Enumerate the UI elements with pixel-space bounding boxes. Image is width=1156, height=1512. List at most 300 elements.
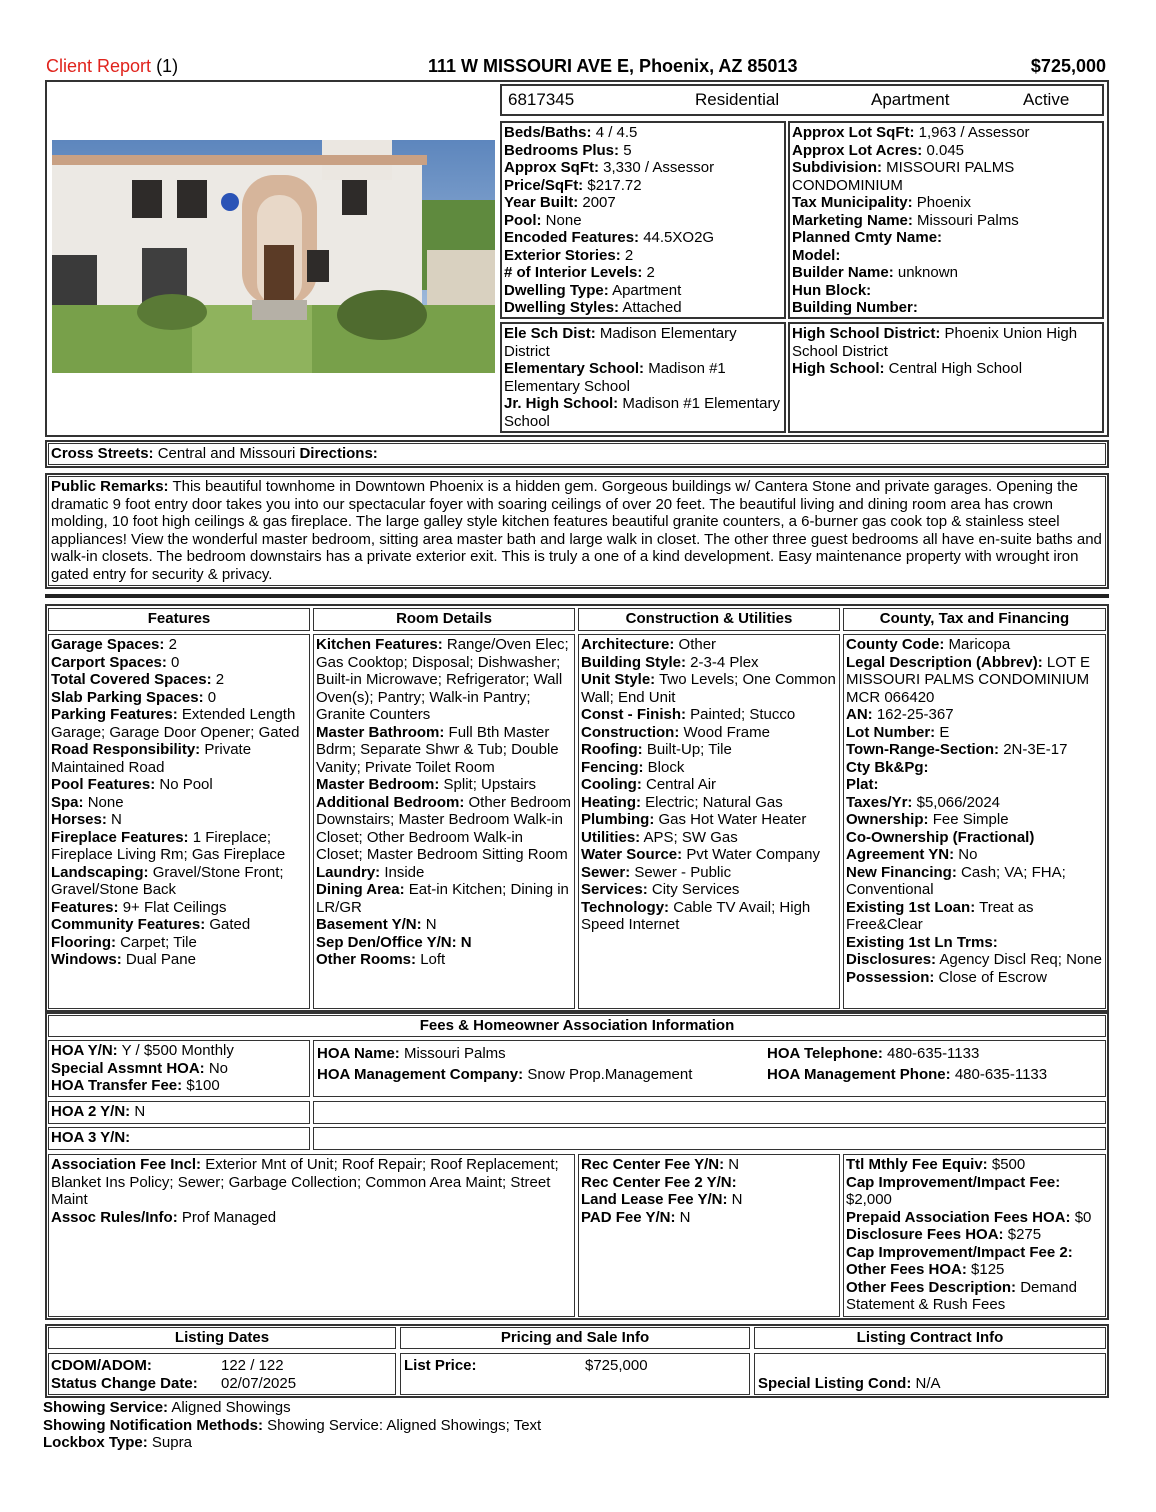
status-change-value: 02/07/2025 bbox=[221, 1375, 297, 1392]
remarks-text: This beautiful townhome in Downtown Phoenix is a hidden gem. Gorgeous buildings w/ Cantera Stone and private garages. Opening the dramatic 9 foot entry door takes you into our spectacular foyer with soaring ceilings of over 20 feet. The beautiful living and dining room area has crown molding, 10 foot high ceilings & gas fireplace. The large galley style kitchen features beautiful granite counters, a 6-burner gas cook top & stainless steel appliances! View the wonderful master bedroom, sitting area master bath and large walk in closet. The other three guest bedrooms all have en-suite baths and walk-in closets. The bedroom downstairs has a private exterior exit. This is truly a one of a kind development. Easy maintenance property with wrought iron gated entry for security & privacy. bbox=[51, 478, 1102, 583]
field-row bbox=[504, 159, 782, 177]
field-row bbox=[504, 124, 782, 142]
field-value: E bbox=[939, 723, 950, 741]
field-row bbox=[792, 360, 1100, 378]
field-label: Community Features: bbox=[51, 916, 206, 933]
field-row bbox=[846, 741, 1103, 759]
field-label: Garage Spaces: bbox=[51, 636, 165, 653]
field-label: Ele Sch Dist: bbox=[504, 325, 596, 342]
field-row bbox=[581, 741, 837, 759]
field-label: Rec Center Fee 2 Y/N: bbox=[581, 1173, 737, 1191]
property-photo bbox=[52, 140, 495, 373]
field-label: Other Fees Description: bbox=[846, 1278, 1017, 1296]
field-value: Close of Escrow bbox=[938, 968, 1047, 986]
summary-bar bbox=[500, 84, 1104, 116]
field-value: Pvt Water Company bbox=[686, 846, 820, 863]
field-row bbox=[51, 829, 307, 864]
field-label: Ttl Mthly Fee Equiv: bbox=[846, 1156, 988, 1173]
field-value: 3,330 / Assessor bbox=[603, 159, 715, 176]
field-row bbox=[846, 1261, 1103, 1279]
field-value: 2N-3E-17 bbox=[1003, 741, 1068, 758]
field-value: Wood Frame bbox=[683, 723, 770, 741]
field-label: HOA Y/N: bbox=[51, 1042, 118, 1059]
field-row bbox=[51, 934, 307, 952]
field-label: Heating: bbox=[581, 793, 641, 811]
field-row bbox=[846, 1174, 1103, 1209]
field-label: Dwelling Styles: bbox=[504, 299, 620, 316]
status-change-label: Status Change Date: bbox=[51, 1375, 198, 1392]
field-value: Y / $500 Monthly bbox=[121, 1042, 234, 1059]
field-row bbox=[504, 325, 782, 360]
field-value: None bbox=[545, 211, 582, 229]
field-label: Other Fees HOA: bbox=[846, 1261, 967, 1278]
field-value: 2 bbox=[168, 636, 177, 653]
field-row bbox=[792, 229, 1100, 247]
field-value: Treat as Free&Clear bbox=[846, 898, 1034, 933]
field-value: 0 bbox=[207, 688, 217, 706]
field-label: Carport Spaces: bbox=[51, 653, 167, 671]
field-row bbox=[51, 671, 307, 689]
field-label: HOA Transfer Fee: bbox=[51, 1077, 183, 1094]
field-row bbox=[504, 142, 782, 160]
field-label: Construction: bbox=[581, 723, 680, 741]
field-label: Showing Notification Methods: bbox=[43, 1416, 263, 1434]
field-value: N bbox=[425, 916, 437, 933]
field-label: Town-Range-Section: bbox=[846, 741, 1000, 758]
field-label: Price/SqFt: bbox=[504, 176, 584, 194]
field-label: Fencing: bbox=[581, 758, 644, 776]
field-label: Legal Description (Abbrev): bbox=[846, 653, 1043, 671]
hoa-telephone: HOA Telephone: 480-635-1133 bbox=[767, 1045, 980, 1062]
field-row bbox=[581, 724, 837, 742]
field-row bbox=[51, 899, 307, 917]
field-row bbox=[51, 706, 307, 741]
field-value: N bbox=[679, 1208, 691, 1226]
field-value: Attached bbox=[622, 299, 682, 316]
field-row bbox=[846, 654, 1103, 707]
field-row bbox=[792, 299, 1100, 317]
field-row bbox=[316, 864, 572, 882]
field-value: No Pool bbox=[159, 776, 213, 793]
field-row bbox=[51, 1042, 307, 1060]
field-row bbox=[581, 706, 837, 724]
field-label: High School: bbox=[792, 360, 885, 377]
field-row bbox=[51, 636, 307, 654]
field-row bbox=[792, 194, 1100, 212]
hoa-contacts bbox=[313, 1040, 1106, 1097]
contract-info bbox=[754, 1353, 1106, 1395]
field-row bbox=[846, 636, 1103, 654]
field-value: Eat-in Kitchen; Dining in LR/GR bbox=[316, 881, 569, 916]
field-label: Possession: bbox=[846, 968, 935, 986]
field-value: $0 bbox=[1074, 1208, 1092, 1226]
field-label: Special Assmnt HOA: bbox=[51, 1059, 205, 1077]
hoa-left bbox=[48, 1040, 310, 1097]
field-value: 2 bbox=[624, 246, 634, 264]
field-label: Builder Name: bbox=[792, 264, 894, 281]
field-value: Exterior Mnt of Unit; Roof Repair; Roof Replacement; Blanket Ins Policy; Sewer; Garbage Collection; Common Area Maint; Street Maint bbox=[51, 1156, 559, 1208]
field-value: Phoenix Union High School District bbox=[792, 325, 1078, 360]
field-value: 162-25-367 bbox=[876, 706, 954, 723]
field-label: Encoded Features: bbox=[504, 229, 640, 246]
field-label: Cty Bk&Pg: bbox=[846, 758, 929, 776]
field-label: Lot Number: bbox=[846, 723, 936, 741]
field-label: New Financing: bbox=[846, 863, 957, 881]
field-label: Model: bbox=[792, 246, 841, 264]
field-value: Prof Managed bbox=[181, 1208, 277, 1226]
property-type: Apartment bbox=[871, 90, 950, 109]
field-row bbox=[51, 741, 307, 776]
field-label: Dining Area: bbox=[316, 881, 405, 898]
field-row bbox=[51, 776, 307, 794]
schools-left bbox=[500, 322, 786, 433]
field-label: Tax Municipality: bbox=[792, 194, 913, 211]
field-value: Missouri Palms bbox=[917, 211, 1019, 229]
field-label: Plat: bbox=[846, 776, 879, 793]
field-label: Showing Service: bbox=[43, 1399, 169, 1416]
field-row bbox=[846, 776, 1103, 794]
field-value: Built-Up; Tile bbox=[646, 741, 732, 758]
hoa-management-company: HOA Management Company: Snow Prop.Management bbox=[317, 1066, 693, 1083]
field-row bbox=[316, 934, 572, 952]
field-row bbox=[51, 1156, 572, 1209]
field-value: 5 bbox=[623, 141, 632, 159]
field-row bbox=[581, 846, 837, 864]
field-label: Kitchen Features: bbox=[316, 636, 443, 653]
field-row bbox=[846, 1156, 1103, 1174]
field-value: 2 bbox=[646, 264, 655, 281]
field-label: Windows: bbox=[51, 951, 122, 968]
field-row bbox=[43, 1417, 943, 1435]
field-value: No bbox=[958, 846, 978, 863]
property-address: 111 W MISSOURI AVE E, Phoenix, AZ 85013 bbox=[428, 56, 798, 76]
field-value: Maricopa bbox=[948, 636, 1011, 653]
field-row bbox=[581, 636, 837, 654]
field-label: Road Responsibility: bbox=[51, 741, 201, 758]
field-value: Demand Statement & Rush Fees bbox=[846, 1278, 1077, 1313]
field-value: N bbox=[111, 811, 122, 828]
hoa3-detail bbox=[313, 1127, 1106, 1150]
header-price: $725,000 bbox=[1030, 56, 1106, 76]
field-value: Loft bbox=[420, 951, 446, 968]
field-row bbox=[504, 360, 782, 395]
field-value: Sewer - Public bbox=[634, 863, 732, 881]
field-row bbox=[51, 811, 307, 829]
field-row bbox=[581, 881, 837, 899]
field-label: Technology: bbox=[581, 898, 670, 916]
property-class: Residential bbox=[695, 90, 780, 109]
field-value: Other bbox=[678, 636, 717, 653]
field-row bbox=[846, 811, 1103, 829]
field-row bbox=[504, 177, 782, 195]
directions-label: Directions: bbox=[299, 445, 378, 462]
field-row bbox=[51, 916, 307, 934]
listing-status: Active bbox=[1023, 90, 1070, 109]
field-row bbox=[581, 759, 837, 777]
field-value: $100 bbox=[186, 1077, 220, 1094]
field-value: $500 bbox=[991, 1156, 1026, 1173]
column-title: Features bbox=[48, 608, 310, 631]
field-label: Approx Lot SqFt: bbox=[792, 124, 915, 141]
field-row bbox=[846, 1279, 1103, 1314]
listing-dates-title: Listing Dates bbox=[48, 1327, 396, 1349]
field-row bbox=[846, 934, 1103, 952]
field-label: Dwelling Type: bbox=[504, 281, 609, 299]
field-label: Taxes/Yr: bbox=[846, 793, 913, 811]
field-label: Features: bbox=[51, 898, 119, 916]
field-value: unknown bbox=[897, 264, 958, 281]
field-label: Bedrooms Plus: bbox=[504, 141, 620, 159]
cdom-value: 122 / 122 bbox=[221, 1357, 284, 1374]
field-value: Agency Discl Req; None bbox=[939, 951, 1102, 968]
field-label: Sewer: bbox=[581, 863, 631, 881]
field-label: Master Bathroom: bbox=[316, 723, 445, 741]
field-label: Lockbox Type: bbox=[43, 1434, 148, 1451]
field-label: Architecture: bbox=[581, 636, 675, 653]
field-value: $125 bbox=[971, 1261, 1005, 1278]
details-right bbox=[788, 121, 1104, 319]
field-label: Marketing Name: bbox=[792, 211, 913, 229]
field-row bbox=[51, 794, 307, 812]
field-row bbox=[316, 724, 572, 777]
field-row bbox=[581, 864, 837, 882]
field-value: 0 bbox=[171, 653, 180, 671]
field-row bbox=[846, 899, 1103, 934]
field-row bbox=[316, 776, 572, 794]
column-body bbox=[48, 634, 310, 1009]
field-value: Madison #1 Elementary School bbox=[504, 395, 780, 430]
field-value: 9+ Flat Ceilings bbox=[122, 898, 227, 916]
field-label: Spa: bbox=[51, 793, 84, 811]
field-label: Ownership: bbox=[846, 811, 929, 828]
field-value: Madison Elementary District bbox=[504, 325, 737, 360]
field-value: Central Air bbox=[646, 776, 717, 793]
field-row bbox=[51, 1077, 307, 1095]
hoa-title: Fees & Homeowner Association Information bbox=[48, 1015, 1106, 1037]
field-row bbox=[581, 794, 837, 812]
field-label: Disclosures: bbox=[846, 951, 937, 968]
field-label: Cooling: bbox=[581, 776, 642, 793]
column-title: County, Tax and Financing bbox=[843, 608, 1106, 631]
field-row bbox=[792, 212, 1100, 230]
field-label: Approx SqFt: bbox=[504, 159, 599, 176]
report-count: (1) bbox=[156, 56, 179, 76]
field-value: $5,066/2024 bbox=[916, 793, 1001, 811]
field-label: Roofing: bbox=[581, 741, 643, 758]
column-title: Room Details bbox=[313, 608, 575, 631]
field-row bbox=[316, 636, 572, 724]
field-value: Painted; Stucco bbox=[690, 706, 796, 723]
field-row bbox=[316, 951, 572, 969]
field-label: Assoc Rules/Info: bbox=[51, 1208, 178, 1226]
field-value: 1 Fireplace; Fireplace Living Rm; Gas Fireplace bbox=[51, 828, 286, 863]
field-label: High School District: bbox=[792, 325, 941, 342]
field-value: $2,000 bbox=[846, 1191, 892, 1208]
field-label: Cap Improvement/Impact Fee 2: bbox=[846, 1243, 1073, 1261]
field-row bbox=[316, 881, 572, 916]
contract-title: Listing Contract Info bbox=[754, 1327, 1106, 1349]
field-label: Services: bbox=[581, 881, 648, 898]
hoa2: HOA 2 Y/N: N bbox=[48, 1101, 310, 1124]
field-value: 0.045 bbox=[926, 141, 965, 159]
field-value: City Services bbox=[651, 881, 740, 898]
list-price-label: List Price: bbox=[404, 1357, 477, 1374]
remarks-label: Public Remarks: bbox=[51, 478, 169, 495]
field-label: Association Fee Incl: bbox=[51, 1156, 202, 1173]
field-value: Electric; Natural Gas bbox=[645, 793, 783, 811]
field-value: N bbox=[728, 1156, 740, 1173]
field-row bbox=[581, 671, 837, 706]
field-value: Cable TV Avail; High Speed Internet bbox=[581, 898, 811, 933]
field-label: County Code: bbox=[846, 636, 945, 653]
field-value: Two Levels; One Common Wall; End Unit bbox=[581, 671, 836, 706]
field-row bbox=[316, 916, 572, 934]
field-label: Total Covered Spaces: bbox=[51, 671, 212, 688]
field-label: Year Built: bbox=[504, 194, 579, 211]
field-value: MISSOURI PALMS CONDOMINIUM bbox=[792, 159, 1015, 194]
fees-left bbox=[48, 1154, 575, 1317]
field-value: Gravel/Stone Front; Gravel/Stone Back bbox=[51, 863, 284, 898]
field-row bbox=[846, 724, 1103, 742]
field-row bbox=[51, 689, 307, 707]
field-value: N bbox=[460, 933, 472, 951]
field-value: Aligned Showings bbox=[171, 1399, 291, 1416]
field-row bbox=[581, 776, 837, 794]
field-label: Pool Features: bbox=[51, 776, 156, 793]
field-label: Building Style: bbox=[581, 653, 686, 671]
field-label: Other Rooms: bbox=[316, 951, 417, 968]
field-row bbox=[51, 1209, 572, 1227]
field-label: Co-Ownership (Fractional) bbox=[846, 828, 1035, 846]
column-body bbox=[313, 634, 575, 1009]
field-label: Plumbing: bbox=[581, 811, 655, 828]
field-value: Madison #1 Elementary School bbox=[504, 360, 726, 395]
field-row bbox=[581, 829, 837, 847]
schools-right bbox=[788, 322, 1104, 433]
field-row bbox=[846, 706, 1103, 724]
field-value: Full Bth Master Bdrm; Separate Shwr & Tub; Double Vanity; Private Toilet Room bbox=[316, 723, 559, 776]
field-label: Const - Finish: bbox=[581, 706, 686, 723]
field-label: Laundry: bbox=[316, 863, 381, 881]
field-value: 2-3-4 Plex bbox=[690, 653, 759, 671]
field-value: Gated bbox=[209, 916, 251, 933]
field-value: None bbox=[87, 793, 124, 811]
client-report-label: Client Report bbox=[46, 56, 152, 76]
field-row bbox=[792, 264, 1100, 282]
report-title bbox=[46, 55, 178, 77]
field-label: Master Bedroom: bbox=[316, 776, 440, 793]
field-value: $217.72 bbox=[587, 176, 642, 194]
field-value: Showing Service: Aligned Showings; Text bbox=[267, 1416, 542, 1434]
field-label: Land Lease Fee Y/N: bbox=[581, 1191, 728, 1208]
section-divider bbox=[45, 594, 1109, 598]
field-label: Existing 1st Loan: bbox=[846, 898, 976, 916]
field-value: Inside bbox=[384, 863, 425, 881]
field-value: Gas Hot Water Heater bbox=[658, 811, 807, 828]
field-value: 4 / 4.5 bbox=[595, 124, 638, 141]
field-value: Range/Oven Elec; Gas Cooktop; Disposal; Dishwasher; Built-in Microwave; Refrigerator; Wall Oven(s); Pantry; Walk-in Pantry; Granite Counters bbox=[316, 636, 569, 723]
field-label: Cap Improvement/Impact Fee: bbox=[846, 1173, 1061, 1191]
field-label: Slab Parking Spaces: bbox=[51, 688, 204, 706]
hoa-name: HOA Name: Missouri Palms bbox=[317, 1045, 506, 1062]
field-label: Beds/Baths: bbox=[504, 124, 592, 141]
pricing-title: Pricing and Sale Info bbox=[400, 1327, 750, 1349]
field-row bbox=[846, 951, 1103, 969]
field-value: Cash; VA; FHA; Conventional bbox=[846, 863, 1066, 898]
field-label: Building Number: bbox=[792, 299, 918, 316]
field-label: PAD Fee Y/N: bbox=[581, 1208, 676, 1226]
showing-info bbox=[43, 1399, 943, 1452]
field-row bbox=[846, 864, 1103, 899]
field-row bbox=[51, 864, 307, 899]
field-label: AN: bbox=[846, 706, 873, 723]
field-value: $275 bbox=[1007, 1226, 1042, 1243]
listing-dates bbox=[48, 1353, 396, 1395]
field-label: Existing 1st Ln Trms: bbox=[846, 933, 998, 951]
field-label: Basement Y/N: bbox=[316, 916, 422, 933]
field-row bbox=[581, 654, 837, 672]
field-row bbox=[792, 325, 1100, 360]
cdom-label: CDOM/ADOM: bbox=[51, 1357, 152, 1374]
field-label: Hun Block: bbox=[792, 281, 872, 299]
field-value: Phoenix bbox=[916, 194, 971, 211]
field-value: LOT E MISSOURI PALMS CONDOMINIUM MCR 066420 bbox=[846, 653, 1090, 706]
field-label: Approx Lot Acres: bbox=[792, 141, 923, 159]
field-label: Parking Features: bbox=[51, 706, 178, 723]
pricing-info bbox=[400, 1353, 750, 1395]
special-listing-cond: Special Listing Cond: N/A bbox=[758, 1375, 941, 1392]
field-label: Horses: bbox=[51, 811, 107, 828]
field-row bbox=[51, 1060, 307, 1078]
field-row bbox=[846, 759, 1103, 777]
details-left bbox=[500, 121, 786, 319]
field-row bbox=[792, 159, 1100, 194]
field-label: Elementary School: bbox=[504, 360, 645, 377]
field-label: Water Source: bbox=[581, 846, 683, 863]
field-row bbox=[316, 794, 572, 864]
field-value: 2007 bbox=[582, 194, 616, 211]
hoa3: HOA 3 Y/N: bbox=[48, 1127, 310, 1150]
field-label: Sep Den/Office Y/N: bbox=[316, 933, 457, 951]
field-row bbox=[846, 846, 1103, 864]
field-row bbox=[504, 264, 782, 282]
field-label: Prepaid Association Fees HOA: bbox=[846, 1208, 1071, 1226]
field-label: # of Interior Levels: bbox=[504, 264, 643, 281]
cross-streets-value: Central and Missouri bbox=[157, 445, 296, 462]
field-row bbox=[581, 811, 837, 829]
hoa-management-phone: HOA Management Phone: 480-635-1133 bbox=[767, 1066, 1048, 1083]
field-value: Central High School bbox=[888, 360, 1023, 377]
field-row bbox=[792, 282, 1100, 300]
field-label: Rec Center Fee Y/N: bbox=[581, 1156, 725, 1173]
field-row bbox=[792, 124, 1100, 142]
field-label: Exterior Stories: bbox=[504, 246, 621, 264]
column-body bbox=[843, 634, 1106, 1009]
hoa2-detail bbox=[313, 1101, 1106, 1124]
field-row bbox=[792, 247, 1100, 265]
column-title: Construction & Utilities bbox=[578, 608, 840, 631]
fees-right bbox=[843, 1154, 1106, 1317]
field-row bbox=[504, 212, 782, 230]
field-row bbox=[846, 1226, 1103, 1244]
field-label: Utilities: bbox=[581, 828, 641, 846]
field-value: Extended Length Garage; Garage Door Opener; Gated bbox=[51, 706, 300, 741]
field-value: Block bbox=[647, 758, 685, 776]
field-label: Pool: bbox=[504, 211, 542, 229]
field-value: APS; SW Gas bbox=[643, 828, 738, 846]
field-value: Fee Simple bbox=[932, 811, 1009, 828]
field-row bbox=[581, 899, 837, 934]
